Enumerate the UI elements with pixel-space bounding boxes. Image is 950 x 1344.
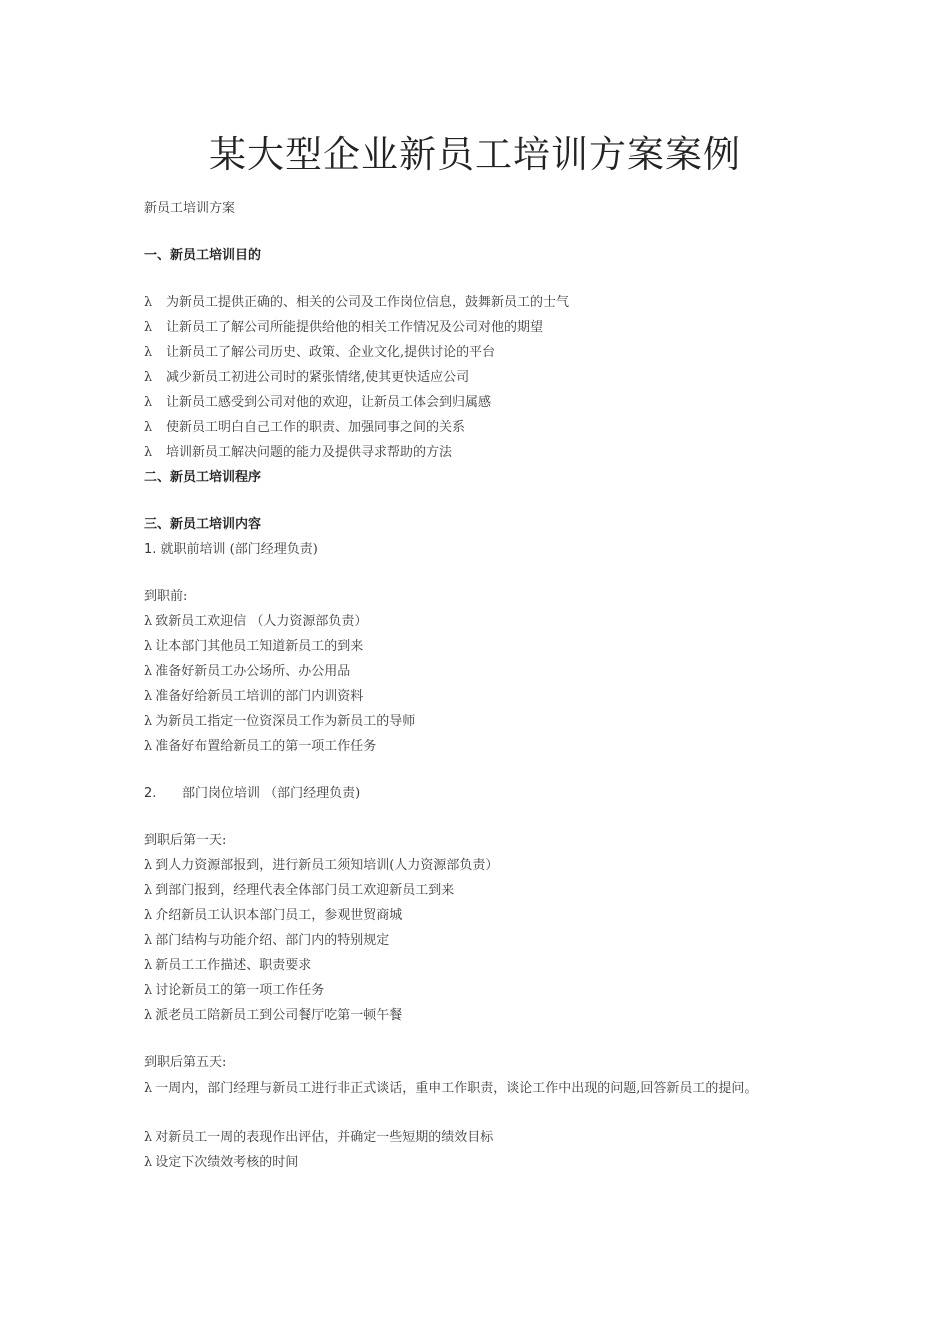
list-item-text: 部门结构与功能介绍、部门内的特别规定 [155,933,390,948]
list-item [144,738,376,756]
list-item [144,319,543,337]
document-title: 某大型企业新员工培训方案案例 [209,133,741,176]
list-item [144,882,454,900]
bullet-icon: λ [144,320,153,335]
list-item-text: 让新员工感受到公司对他的欢迎，让新员工体会到归属感 [166,395,492,410]
section-heading-purpose: 一、新员工培训目的 [144,248,262,263]
part1-number: 1. [144,542,157,557]
bullet-icon: λ [144,1130,153,1145]
bullet-icon: λ [144,614,153,629]
part2-heading [144,785,360,803]
part1-sub-heading: 到职前: [144,589,188,604]
bullet-icon: λ [144,420,153,435]
list-item-text: 到人力资源部报到，进行新员工须知培训(人力资源部负责） [155,858,499,873]
list-item [144,394,491,412]
list-item-text: 为新员工指定一位资深员工作为新员工的导师 [155,714,416,729]
bullet-icon: λ [144,958,153,973]
day5-heading: 到职后第五天: [144,1055,227,1070]
list-item-text: 到部门报到，经理代表全体部门员工欢迎新员工到来 [155,883,455,898]
list-item [144,419,465,437]
bullet-icon: λ [144,1081,153,1096]
bullet-icon: λ [144,295,153,310]
list-item-text: 使新员工明白自己工作的职责、加强同事之间的关系 [166,420,466,435]
list-item-text: 培训新员工解决问题的能力及提供寻求帮助的方法 [166,445,453,460]
list-item [144,613,367,631]
list-item [144,907,402,925]
part2-number: 2. [144,786,157,801]
bullet-icon: λ [144,858,153,873]
list-item-text: 让新员工了解公司所能提供给他的相关工作情况及公司对他的期望 [166,320,544,335]
list-item-text: 减少新员工初进公司时的紧张情绪,使其更快适应公司 [166,370,470,385]
bullet-icon: λ [144,370,153,385]
list-item-text: 设定下次绩效考核的时间 [155,1155,299,1170]
bullet-icon: λ [144,689,153,704]
list-item [144,1129,493,1147]
list-item-text: 对新员工一周的表现作出评估，并确定一些短期的绩效目标 [155,1130,494,1145]
list-item-text: 介绍新员工认识本部门员工，参观世贸商城 [155,908,403,923]
bullet-icon: λ [144,983,153,998]
list-item-text: 一周内，部门经理与新员工进行非正式谈话，重申工作职责，谈论工作中出现的问题,回答新员工的提问。 [155,1081,758,1096]
list-item [144,982,324,1000]
part2-label: 部门岗位培训 （部门经理负责) [182,786,361,801]
list-item [144,1007,402,1025]
bullet-icon: λ [144,664,153,679]
list-item-text: 讨论新员工的第一项工作任务 [155,983,325,998]
document-subtitle: 新员工培训方案 [144,201,236,216]
list-item [144,638,363,656]
list-item-text: 派老员工陪新员工到公司餐厅吃第一顿午餐 [155,1008,403,1023]
section-heading-content: 三、新员工培训内容 [144,517,262,532]
bullet-icon: λ [144,1008,153,1023]
list-item [144,957,311,975]
bullet-icon: λ [144,395,153,410]
bullet-icon: λ [144,933,153,948]
bullet-icon: λ [144,445,153,460]
list-item [144,369,469,387]
list-item [144,688,363,706]
bullet-icon: λ [144,639,153,654]
list-item-text: 为新员工提供正确的、相关的公司及工作岗位信息，鼓舞新员工的士气 [166,295,570,310]
list-item [144,663,350,681]
list-item-text: 新员工工作描述、职责要求 [155,958,312,973]
bullet-icon: λ [144,345,153,360]
list-item-text: 准备好新员工办公场所、办公用品 [155,664,351,679]
list-item-text: 致新员工欢迎信 （人力资源部负责） [155,614,368,629]
bullet-icon: λ [144,739,153,754]
bullet-icon: λ [144,908,153,923]
bullet-icon: λ [144,883,153,898]
list-item [144,444,452,462]
list-item [144,344,495,362]
list-item [144,857,498,875]
list-item-text: 准备好给新员工培训的部门内训资料 [155,689,364,704]
day1-heading: 到职后第一天: [144,833,227,848]
list-item [144,294,569,312]
list-item-text: 准备好布置给新员工的第一项工作任务 [155,739,377,754]
bullet-icon: λ [144,1155,153,1170]
bullet-icon: λ [144,714,153,729]
section-heading-procedure: 二、新员工培训程序 [144,470,262,485]
list-item [144,1076,804,1101]
part1-heading [144,541,318,559]
part1-label: 就职前培训 (部门经理负责) [160,542,318,557]
list-item-text: 让本部门其他员工知道新员工的到来 [155,639,364,654]
list-item [144,713,415,731]
list-item-text: 让新员工了解公司历史、政策、企业文化,提供讨论的平台 [166,345,496,360]
list-item [144,932,389,950]
list-item [144,1154,298,1172]
